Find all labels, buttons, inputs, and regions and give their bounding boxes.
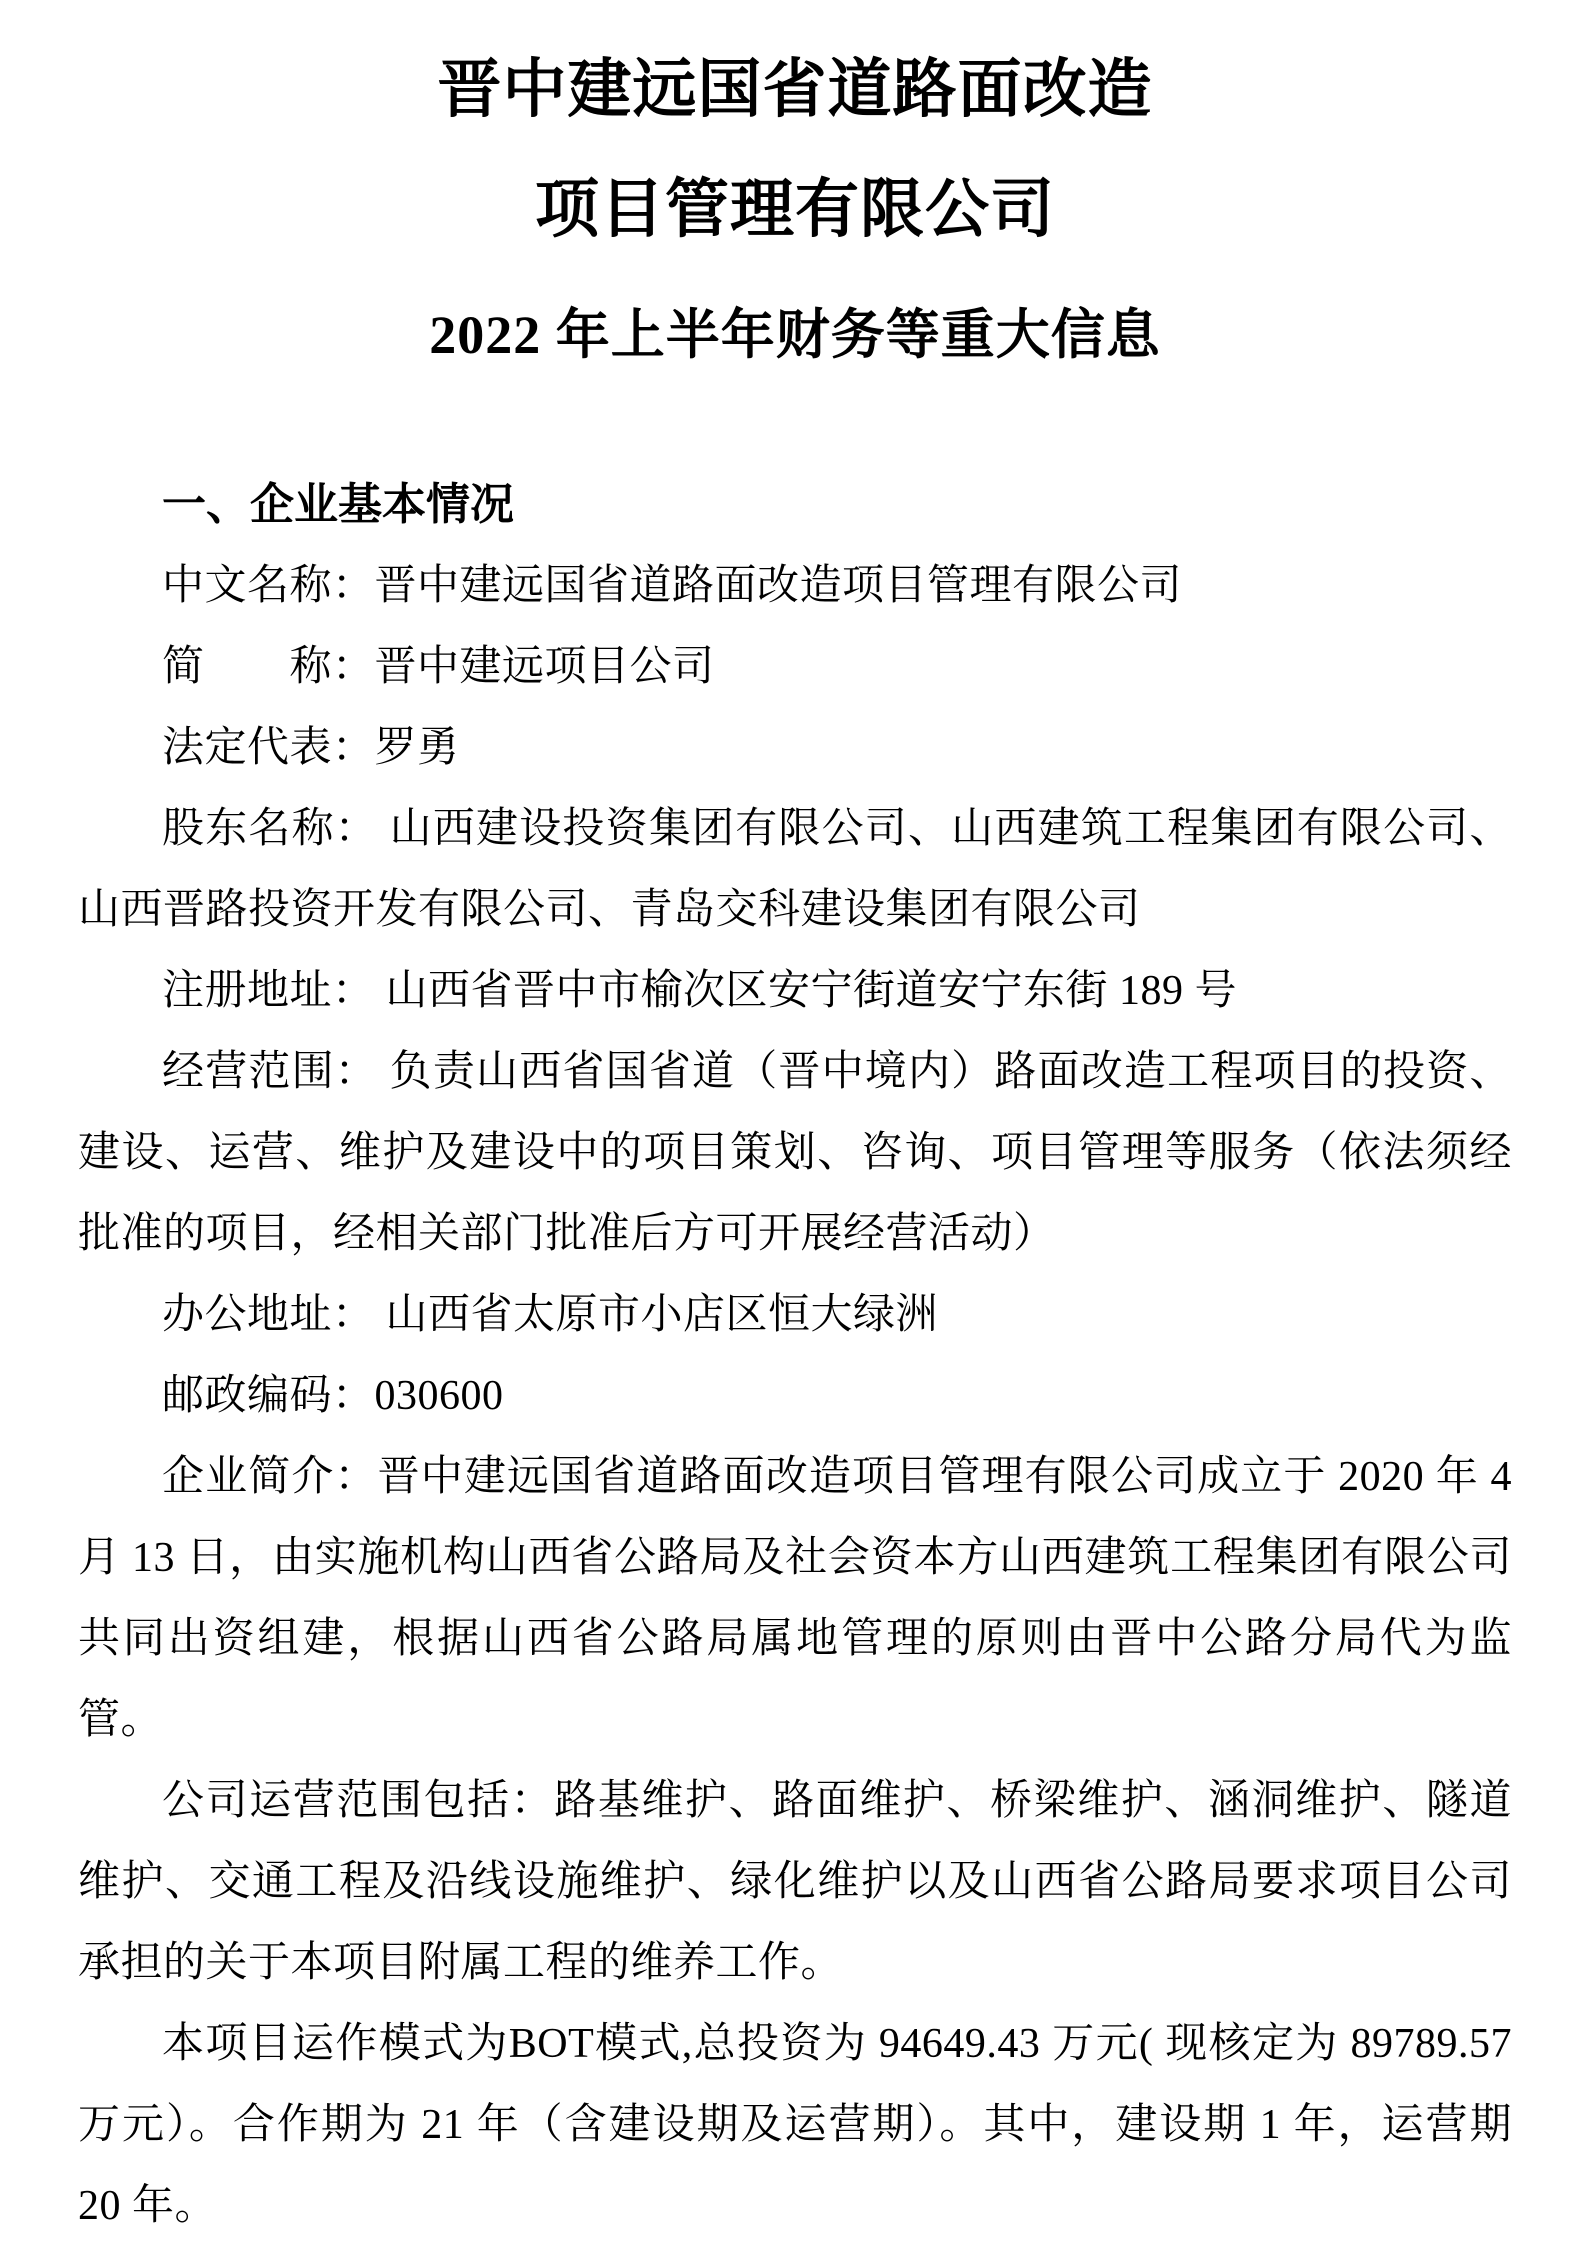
- paragraph-operation-scope: 公司运营范围包括：路基维护、路面维护、桥梁维护、涵洞维护、隧道维护、交通工程及沿线设施维护、绿化维护以及山西省公路局要求项目公司承担的关于本项目附属工程的维养工作。: [78, 1778, 1512, 1986]
- paragraph-business-scope: 经营范围： 负责山西省国省道（晋中境内）路面改造工程项目的投资、建设、运营、维护及建设中的项目策划、咨询、项目管理等服务（依法须经批准的项目，经相关部门批准后方可开展经营活动）: [78, 1049, 1512, 1257]
- paragraph-shareholders: 股东名称： 山西建设投资集团有限公司、山西建筑工程集团有限公司、山西晋路投资开发有限公司、青岛交科建设集团有限公司: [78, 806, 1512, 933]
- paragraph-postal-code: 邮政编码：030600: [162, 1373, 504, 1419]
- paragraph-company-profile: 企业简介：晋中建远国省道路面改造项目管理有限公司成立于 2020 年 4 月 13 日，由实施机构山西省公路局及社会资本方山西建筑工程集团有限公司共同出资组建，根据山西省公路局属地管理的原则由晋中公路分局代为监管。: [78, 1454, 1512, 1743]
- paragraph-project-model: 本项目运作模式为BOT模式,总投资为 94649.43 万元( 现核定为 89789.57 万元）。合作期为 21 年（含建设期及运营期）。其中，建设期 1 年，运营期 20 年。: [78, 2021, 1512, 2229]
- paragraph-legal-representative: 法定代表：罗勇: [162, 725, 460, 771]
- doc-title-line-1: 晋中建远国省道路面改造: [437, 54, 1153, 125]
- paragraph-short-name: 简 称：晋中建远项目公司: [162, 644, 715, 690]
- paragraph-chinese-name: 中文名称：晋中建远国省道路面改造项目管理有限公司: [162, 563, 1183, 609]
- section-heading-basic-info: 一、企业基本情况: [162, 480, 514, 529]
- doc-title-block: [78, 30, 1512, 388]
- doc-title-line-2: 项目管理有限公司: [535, 174, 1055, 245]
- paragraph-registered-address: 注册地址： 山西省晋中市榆次区安宁街道安宁东街 189 号: [162, 968, 1238, 1014]
- paragraph-office-address: 办公地址： 山西省太原市小店区恒大绿洲: [162, 1292, 939, 1338]
- doc-title-line-3: 2022 年上半年财务等重大信息: [429, 305, 1161, 365]
